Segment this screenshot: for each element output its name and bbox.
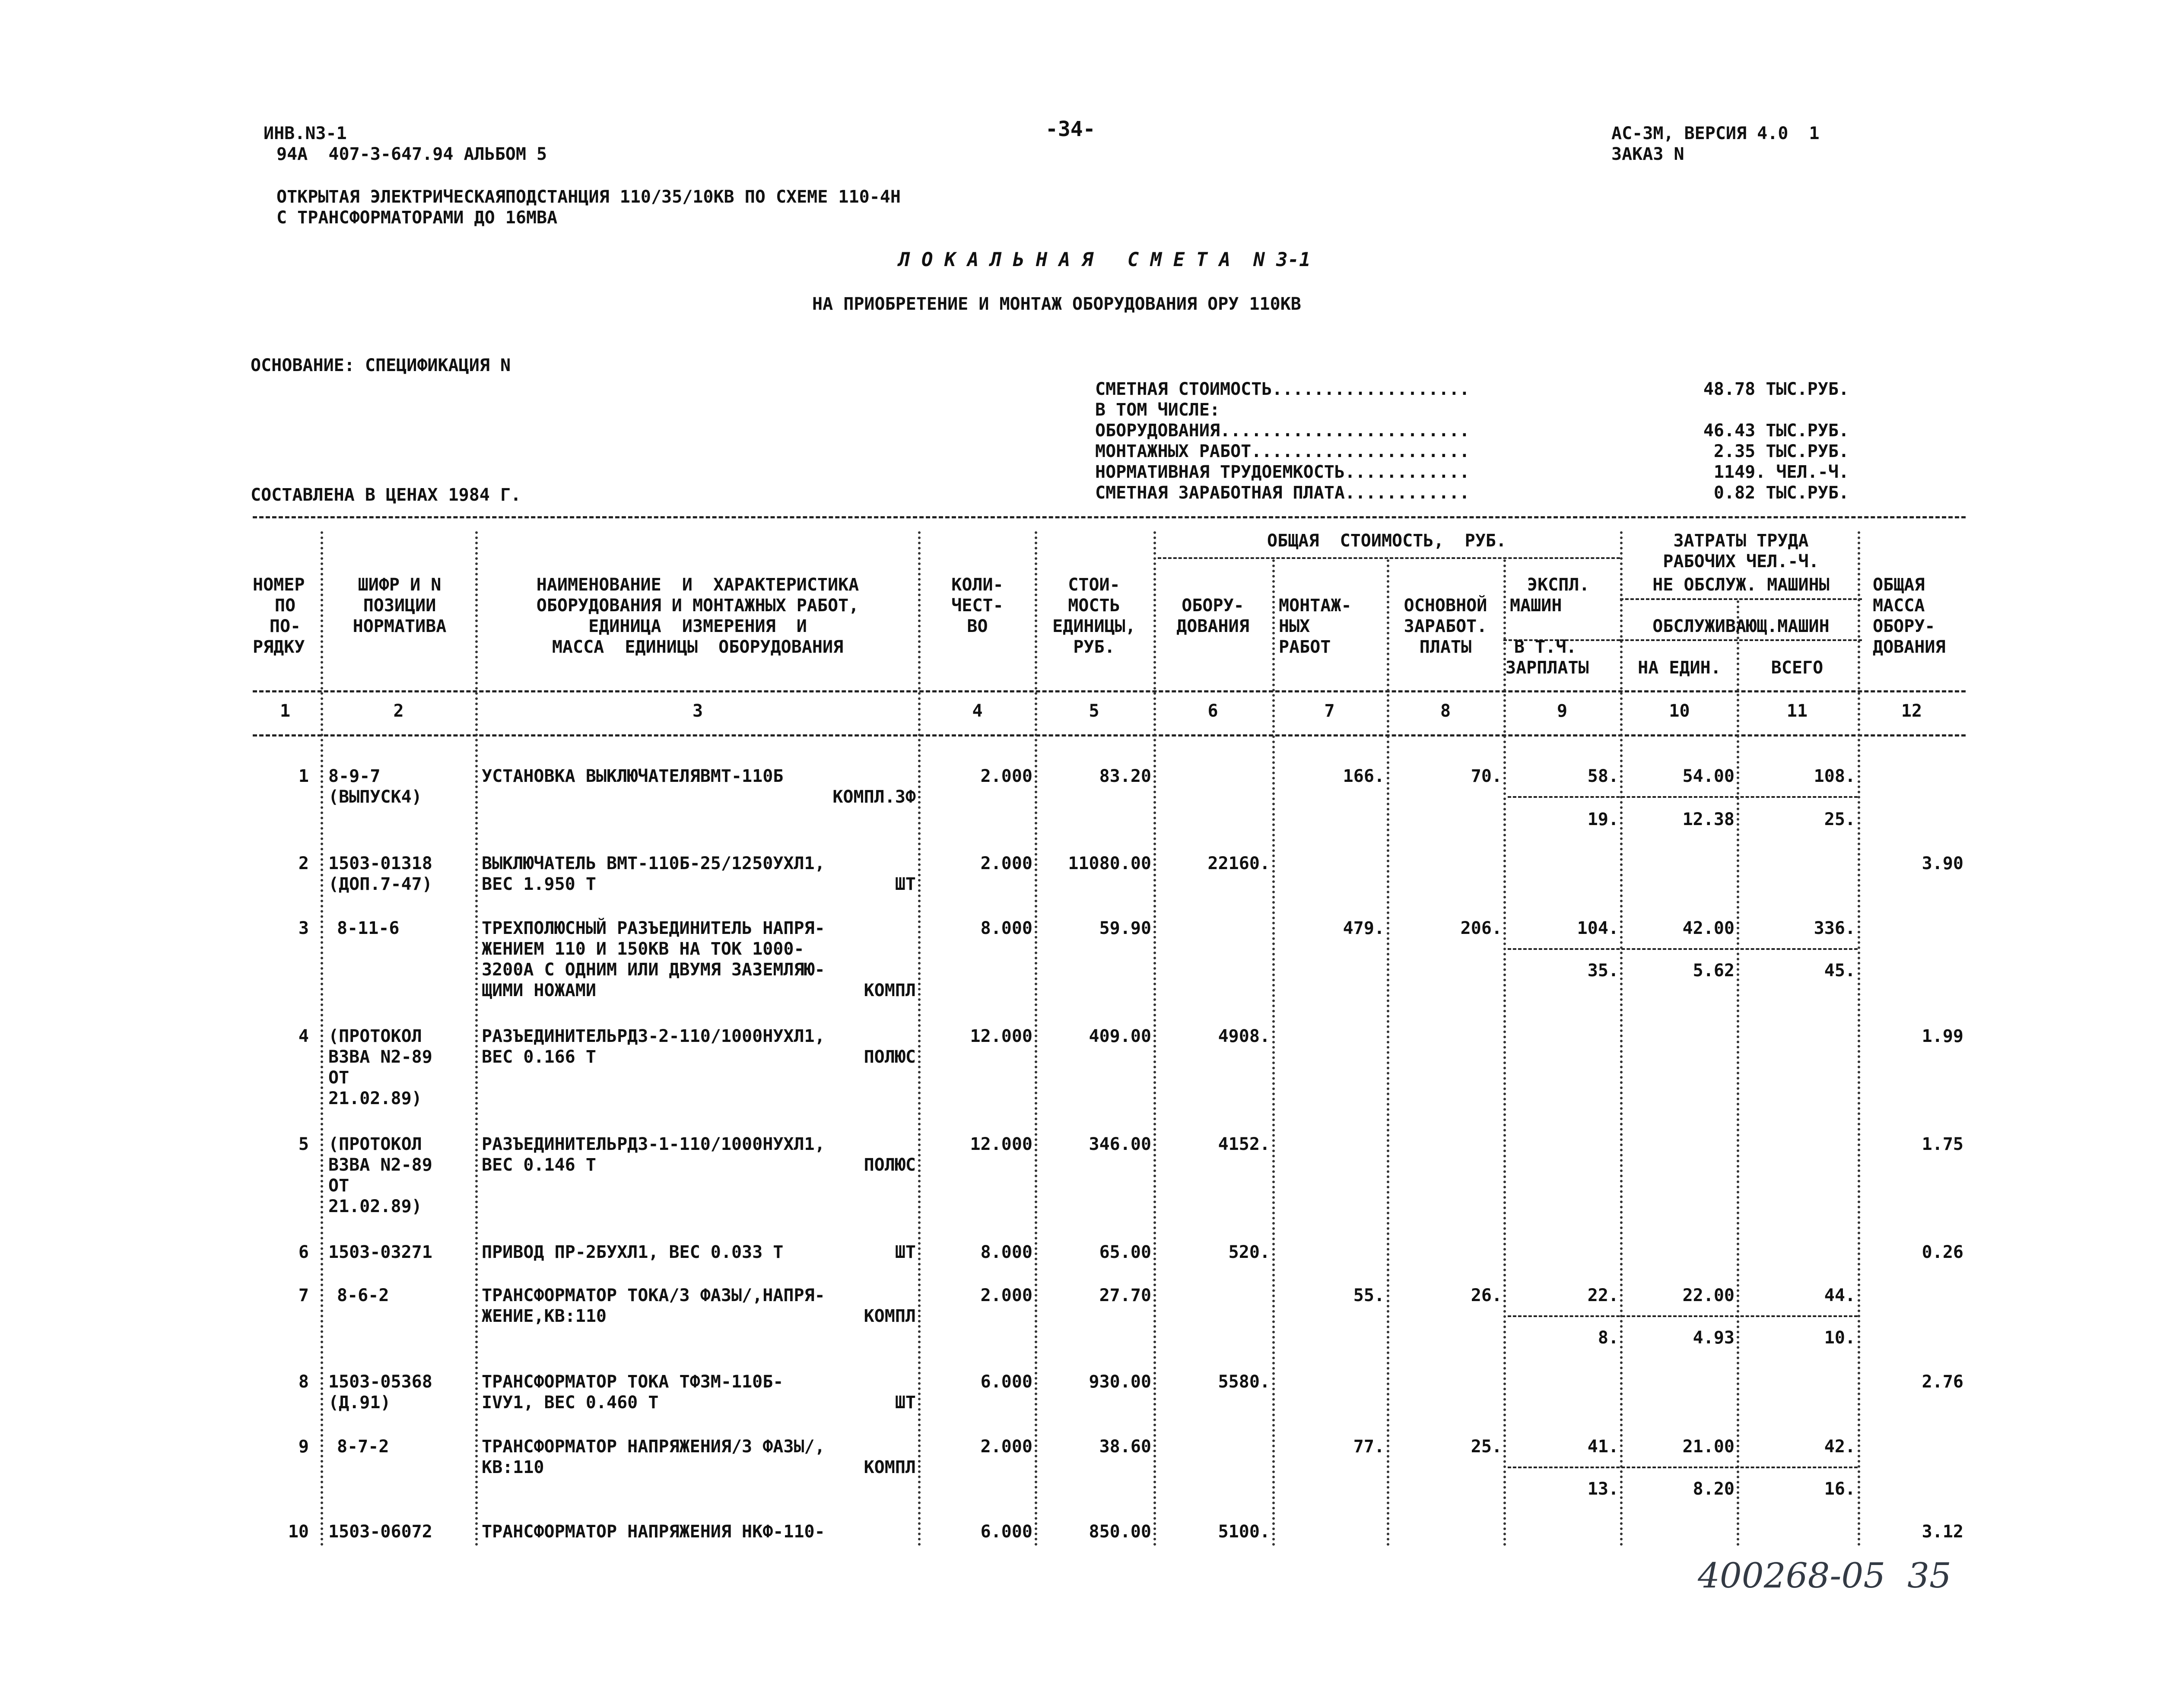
- row-qty: 2.000: [980, 1437, 1032, 1457]
- row-mont: 479.: [1343, 918, 1385, 938]
- header-col4: КОЛИ-: [951, 575, 1004, 595]
- header-col9: ЗАРПЛАТЫ: [1506, 658, 1589, 678]
- row-name: РАЗЪЕДИНИТЕЛЬРДЗ-2-110/1000НУХЛ1,: [482, 1026, 825, 1046]
- row-name: ВЕС 0.146 Т: [482, 1155, 596, 1175]
- row-mass: 0.26: [1922, 1242, 1963, 1262]
- handwritten-note: 400268-05 35: [1698, 1556, 1951, 1596]
- row-price: 346.00: [1089, 1134, 1151, 1154]
- row-unit: ШТ: [895, 1393, 916, 1413]
- row-code: 21.02.89): [328, 1197, 422, 1216]
- row-name: УСТАНОВКА ВЫКЛЮЧАТЕЛЯВМТ-110Б: [482, 766, 784, 786]
- row-code: ОТ: [328, 1068, 349, 1088]
- summary-label: СМЕТНАЯ ЗАРАБОТНАЯ ПЛАТА............: [1095, 483, 1470, 503]
- row-qty: 6.000: [980, 1522, 1032, 1542]
- summary-value: 46.43 ТЫС.РУБ.: [1703, 421, 1849, 441]
- header-group-cost: ОБЩАЯ СТОИМОСТЬ, РУБ.: [1267, 531, 1506, 551]
- header-bottom-rule: [253, 690, 1966, 692]
- column-number: 10: [1669, 701, 1690, 721]
- row-number: 4: [298, 1026, 309, 1046]
- header-col8: ОСНОВНОЙ: [1404, 596, 1487, 616]
- header-col2: ПОЗИЦИИ: [363, 596, 436, 616]
- sub-rule: [1508, 1315, 1858, 1317]
- table-top-rule: [253, 516, 1966, 518]
- row-name: ЖЕНИЕ,КВ:110: [482, 1306, 607, 1326]
- row-price: 930.00: [1089, 1372, 1151, 1392]
- sub-rule: [1508, 796, 1858, 798]
- row-code: (Д.91): [328, 1393, 391, 1413]
- header-col9: ЭКСПЛ.: [1527, 575, 1590, 595]
- header-col6: ДОВАНИЯ: [1176, 616, 1249, 636]
- row-name: IVУ1, ВЕС 0.460 Т: [482, 1393, 659, 1413]
- row-mont: 77.: [1353, 1437, 1385, 1457]
- row-mass: 1.75: [1922, 1134, 1963, 1154]
- column-number: 6: [1207, 701, 1218, 721]
- row-unit: КОМПЛ: [864, 1457, 916, 1477]
- order-number: ЗАКАЗ N: [1611, 144, 1684, 164]
- row-mach-wage: 13.: [1587, 1479, 1619, 1499]
- header-col12: ОБЩАЯ: [1873, 575, 1925, 595]
- row-serv-total: 10.: [1824, 1328, 1855, 1348]
- header-col7: МОНТАЖ-: [1279, 596, 1352, 616]
- row-unit: ШТ: [895, 874, 916, 894]
- column-number: 12: [1901, 701, 1922, 721]
- header-labor-not-serv: НЕ ОБСЛУЖ. МАШИНЫ: [1652, 575, 1830, 595]
- cost-group-rule: [1158, 557, 1620, 559]
- row-number: 9: [298, 1437, 309, 1457]
- row-equip: 5580.: [1218, 1372, 1270, 1392]
- row-serv-total: 45.: [1824, 961, 1855, 981]
- row-mach: 22.: [1587, 1286, 1619, 1305]
- header-col8: ПЛАТЫ: [1419, 637, 1472, 657]
- row-price: 409.00: [1089, 1026, 1151, 1046]
- row-qty: 2.000: [980, 854, 1032, 873]
- summary-value: 1149. ЧЕЛ.-Ч.: [1713, 462, 1849, 482]
- row-labor-unit: 21.00: [1682, 1437, 1734, 1457]
- col-separator: [1737, 600, 1739, 1546]
- document-subtitle: НА ПРИОБРЕТЕНИЕ И МОНТАЖ ОБОРУДОВАНИЯ ОРУ 110КВ: [812, 294, 1301, 314]
- column-number: 3: [692, 701, 703, 721]
- header-col10: НА ЕДИН.: [1638, 658, 1721, 678]
- row-serv-unit: 5.62: [1693, 961, 1734, 981]
- column-number: 7: [1324, 701, 1335, 721]
- row-code: 1503-01318: [328, 854, 432, 873]
- row-code: (ВЫПУСК4): [328, 787, 422, 807]
- row-number: 6: [298, 1242, 309, 1262]
- row-unit: ПОЛЮС: [864, 1047, 916, 1067]
- header-col3: НАИМЕНОВАНИЕ И ХАРАКТЕРИСТИКА: [536, 575, 859, 595]
- row-wage: 26.: [1471, 1286, 1502, 1305]
- summary-value: 48.78 ТЫС.РУБ.: [1703, 379, 1849, 399]
- summary-label: В ТОМ ЧИСЛЕ:: [1095, 400, 1220, 420]
- row-price: 850.00: [1089, 1522, 1151, 1542]
- summary-label: НОРМАТИВНАЯ ТРУДОЕМКОСТЬ............: [1095, 462, 1470, 482]
- row-name: ВЕС 0.166 Т: [482, 1047, 596, 1067]
- header-col4: ВО: [967, 616, 988, 636]
- document-title: Л О К А Л Ь Н А Я С М Е Т А N 3-1: [899, 249, 1311, 271]
- row-mach-wage: 8.: [1598, 1328, 1619, 1348]
- row-name: 3200А С ОДНИМ ИЛИ ДВУМЯ ЗАЗЕМЛЯЮ-: [482, 960, 825, 980]
- summary-value: 0.82 ТЫС.РУБ.: [1713, 483, 1849, 503]
- col-separator: [475, 531, 478, 1546]
- header-col6: ОБОРУ-: [1182, 596, 1244, 616]
- row-mach-wage: 35.: [1587, 961, 1619, 981]
- column-number: 11: [1786, 701, 1808, 721]
- row-mach: 58.: [1587, 766, 1619, 786]
- row-equip: 4908.: [1218, 1026, 1270, 1046]
- header-col3: ОБОРУДОВАНИЯ И МОНТАЖНЫХ РАБОТ,: [536, 596, 859, 616]
- header-col5: МОСТЬ: [1068, 596, 1120, 616]
- row-name: ТРЕХПОЛЮСНЫЙ РАЗЪЕДИНИТЕЛЬ НАПРЯ-: [482, 918, 825, 938]
- header-group-labor: РАБОЧИХ ЧЕЛ.-Ч.: [1663, 552, 1819, 571]
- row-serv-unit: 12.38: [1682, 810, 1734, 829]
- row-labor-total: 336.: [1814, 918, 1855, 938]
- row-unit: КОМПЛ: [864, 981, 916, 1000]
- row-number: 2: [298, 854, 309, 873]
- column-number: 1: [280, 701, 291, 721]
- row-code: 8-11-6: [337, 918, 400, 938]
- row-name: ЩИМИ НОЖАМИ: [482, 981, 596, 1000]
- row-name: РАЗЪЕДИНИТЕЛЬРДЗ-1-110/1000НУХЛ1,: [482, 1134, 825, 1154]
- software-version: АС-3М, ВЕРСИЯ 4.0 1: [1611, 124, 1820, 143]
- header-col5: РУБ.: [1073, 637, 1115, 657]
- row-code: 1503-06072: [328, 1522, 432, 1542]
- row-name: ТРАНСФОРМАТОР НАПРЯЖЕНИЯ/3 ФАЗЫ/,: [482, 1437, 825, 1457]
- row-mach: 104.: [1577, 918, 1619, 938]
- row-number: 8: [298, 1372, 309, 1392]
- header-col1: ПО-: [269, 616, 301, 636]
- row-mach: 41.: [1587, 1437, 1619, 1457]
- summary-label: СМЕТНАЯ СТОИМОСТЬ...................: [1095, 379, 1470, 399]
- inventory-number: ИНВ.N3-1: [264, 124, 347, 143]
- col-separator: [321, 531, 323, 1546]
- row-qty: 6.000: [980, 1372, 1032, 1392]
- numbers-bottom-rule: [253, 734, 1966, 737]
- row-labor-total: 44.: [1824, 1286, 1855, 1305]
- summary-label: ОБОРУДОВАНИЯ........................: [1095, 421, 1470, 441]
- row-wage: 70.: [1471, 766, 1502, 786]
- sub-rule: [1508, 1467, 1858, 1468]
- row-equip: 520.: [1228, 1242, 1270, 1262]
- row-code: 8-6-2: [337, 1286, 389, 1305]
- row-mass: 1.99: [1922, 1026, 1963, 1046]
- row-number: 5: [298, 1134, 309, 1154]
- header-col8: ЗАРАБОТ.: [1404, 616, 1487, 636]
- row-qty: 2.000: [980, 766, 1032, 786]
- row-unit: КОМПЛ.ЗФ: [832, 787, 916, 807]
- basis-line: ОСНОВАНИЕ: СПЕЦИФИКАЦИЯ N: [251, 356, 511, 375]
- row-number: 10: [288, 1522, 309, 1542]
- row-code: 8-9-7: [328, 766, 381, 786]
- row-equip: 22160.: [1207, 854, 1270, 873]
- row-code: (ПРОТОКОЛ: [328, 1026, 422, 1046]
- row-name: ТРАНСФОРМАТОР ТОКА/3 ФАЗЫ/,НАПРЯ-: [482, 1286, 825, 1305]
- header-col3: МАССА ЕДИНИЦЫ ОБОРУДОВАНИЯ: [552, 637, 844, 657]
- row-code: 8-7-2: [337, 1437, 389, 1457]
- row-mass: 3.12: [1922, 1522, 1963, 1542]
- row-code: ВЗВА N2-89: [328, 1155, 432, 1175]
- header-col1: НОМЕР: [253, 575, 305, 595]
- row-price: 83.20: [1099, 766, 1151, 786]
- row-price: 11080.00: [1068, 854, 1151, 873]
- header-col5: СТОИ-: [1068, 575, 1120, 595]
- object-title-line2: С ТРАНСФОРМАТОРАМИ ДО 16МВА: [276, 208, 558, 228]
- row-mass: 2.76: [1922, 1372, 1963, 1392]
- row-qty: 8.000: [980, 918, 1032, 938]
- summary-label: МОНТАЖНЫХ РАБОТ.....................: [1095, 441, 1470, 461]
- row-number: 7: [298, 1286, 309, 1305]
- header-col3: ЕДИНИЦА ИЗМЕРЕНИЯ И: [588, 616, 807, 636]
- row-labor-total: 108.: [1814, 766, 1855, 786]
- page-number: -34-: [1045, 117, 1096, 141]
- row-code: ОТ: [328, 1176, 349, 1196]
- sub-rule: [1508, 948, 1858, 950]
- column-number: 5: [1089, 701, 1099, 721]
- row-name: ЖЕНИЕМ 110 И 150КВ НА ТОК 1000-: [482, 939, 804, 959]
- row-labor-unit: 42.00: [1682, 918, 1734, 938]
- row-serv-unit: 4.93: [1693, 1328, 1734, 1348]
- header-group-labor: ЗАТРАТЫ ТРУДА: [1673, 531, 1809, 551]
- header-col2: НОРМАТИВА: [353, 616, 447, 636]
- row-price: 59.90: [1099, 918, 1151, 938]
- row-code: (ПРОТОКОЛ: [328, 1134, 422, 1154]
- object-title-line1: ОТКРЫТАЯ ЭЛЕКТРИЧЕСКАЯПОДСТАНЦИЯ 110/35/10КВ ПО СХЕМЕ 110-4Н: [276, 187, 901, 207]
- header-col1: ПО: [274, 596, 296, 616]
- row-number: 1: [298, 766, 309, 786]
- row-mach-wage: 19.: [1587, 810, 1619, 829]
- row-qty: 8.000: [980, 1242, 1032, 1262]
- row-code: (ДОП.7-47): [328, 874, 432, 894]
- header-col12: МАССА: [1873, 596, 1925, 616]
- row-equip: 4152.: [1218, 1134, 1270, 1154]
- row-qty: 2.000: [980, 1286, 1032, 1305]
- row-qty: 12.000: [970, 1026, 1032, 1046]
- row-wage: 206.: [1460, 918, 1502, 938]
- row-code: 1503-05368: [328, 1372, 432, 1392]
- row-code: 1503-03271: [328, 1242, 432, 1262]
- row-code: ВЗВА N2-89: [328, 1047, 432, 1067]
- row-mass: 3.90: [1922, 854, 1963, 873]
- row-unit: ШТ: [895, 1242, 916, 1262]
- row-name: КВ:110: [482, 1457, 544, 1477]
- row-mont: 166.: [1343, 766, 1385, 786]
- column-number: 8: [1440, 701, 1451, 721]
- row-name: ВЕС 1.950 Т: [482, 874, 596, 894]
- header-col12: ДОВАНИЯ: [1873, 637, 1946, 657]
- column-number: 9: [1557, 701, 1568, 721]
- row-price: 65.00: [1099, 1242, 1151, 1262]
- row-price: 38.60: [1099, 1437, 1151, 1457]
- row-unit: ПОЛЮС: [864, 1155, 916, 1175]
- header-col7: РАБОТ: [1279, 637, 1331, 657]
- row-serv-total: 25.: [1824, 810, 1855, 829]
- col-separator: [918, 531, 921, 1546]
- row-name: ТРАНСФОРМАТОР НАПРЯЖЕНИЯ НКФ-110-: [482, 1522, 825, 1542]
- row-unit: КОМПЛ: [864, 1306, 916, 1326]
- header-col2: ШИФР И N: [358, 575, 442, 595]
- row-serv-total: 16.: [1824, 1479, 1855, 1499]
- header-col7: НЫХ: [1279, 616, 1310, 636]
- row-equip: 5100.: [1218, 1522, 1270, 1542]
- album-reference: 94А 407-3-647.94 АЛЬБОМ 5: [276, 144, 547, 164]
- row-price: 27.70: [1099, 1286, 1151, 1305]
- header-col5: ЕДИНИЦЫ,: [1052, 616, 1136, 636]
- column-number: 4: [972, 701, 983, 721]
- header-col12: ОБОРУ-: [1873, 616, 1935, 636]
- row-number: 3: [298, 918, 309, 938]
- header-col1: РЯДКУ: [253, 637, 305, 657]
- header-col9: В Т.Ч.: [1514, 637, 1577, 657]
- header-col4: ЧЕСТ-: [951, 596, 1004, 616]
- row-name: ПРИВОД ПР-2БУХЛ1, ВЕС 0.033 Т: [482, 1242, 784, 1262]
- header-col11: ВСЕГО: [1771, 658, 1823, 678]
- header-labor-serv: ОБСЛУЖИВАЮЩ.МАШИН: [1652, 616, 1830, 636]
- column-number: 2: [393, 701, 404, 721]
- summary-value: 2.35 ТЫС.РУБ.: [1713, 441, 1849, 461]
- header-col9: МАШИН: [1510, 596, 1562, 616]
- row-name: ТРАНСФОРМАТОР ТОКА ТФЗМ-110Б-: [482, 1372, 784, 1392]
- row-wage: 25.: [1471, 1437, 1502, 1457]
- row-labor-unit: 22.00: [1682, 1286, 1734, 1305]
- labor-subrule-2: [1620, 639, 1862, 641]
- row-code: 21.02.89): [328, 1089, 422, 1108]
- row-qty: 12.000: [970, 1134, 1032, 1154]
- row-name: ВЫКЛЮЧАТЕЛЬ ВМТ-110Б-25/1250УХЛ1,: [482, 854, 825, 873]
- row-labor-total: 42.: [1824, 1437, 1855, 1457]
- row-serv-unit: 8.20: [1693, 1479, 1734, 1499]
- col-separator: [1620, 531, 1623, 1546]
- row-mont: 55.: [1353, 1286, 1385, 1305]
- price-basis: СОСТАВЛЕНА В ЦЕНАХ 1984 Г.: [251, 485, 521, 505]
- labor-subrule-1: [1620, 598, 1862, 600]
- row-labor-unit: 54.00: [1682, 766, 1734, 786]
